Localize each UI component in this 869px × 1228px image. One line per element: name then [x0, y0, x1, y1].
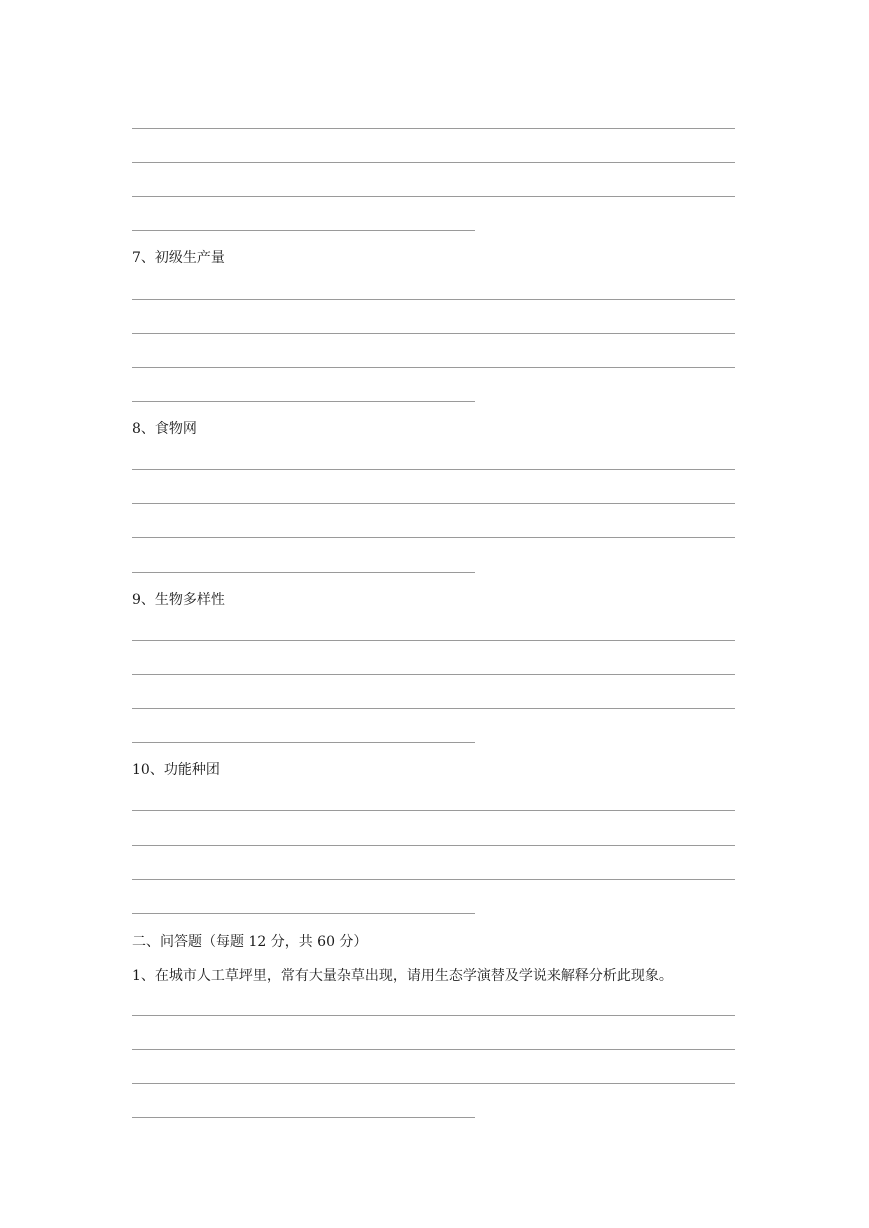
- answer-line: [132, 367, 735, 368]
- answer-line: [132, 1117, 475, 1118]
- answer-line: [132, 845, 735, 846]
- answer-line: [132, 879, 735, 880]
- essay-question-1: 1、在城市人工草坪里，常有大量杂草出现，请用生态学演替及学说来解释分析此现象。: [132, 968, 673, 984]
- answer-line: [132, 333, 735, 334]
- answer-line: [132, 162, 735, 163]
- answer-line: [132, 299, 735, 300]
- answer-line: [132, 708, 735, 709]
- answer-line: [132, 913, 475, 914]
- answer-line: [132, 503, 735, 504]
- question-7-heading: 7、初级生产量: [132, 250, 225, 266]
- answer-line: [132, 572, 475, 573]
- question-8-heading: 8、食物网: [132, 421, 197, 437]
- answer-line: [132, 230, 475, 231]
- answer-line: [132, 401, 475, 402]
- answer-line: [132, 1083, 735, 1084]
- answer-line: [132, 469, 735, 470]
- answer-line: [132, 128, 735, 129]
- answer-line: [132, 810, 735, 811]
- answer-line: [132, 537, 735, 538]
- answer-line: [132, 674, 735, 675]
- section-2-title: 二、问答题（每题 12 分，共 60 分）: [132, 934, 368, 950]
- question-9-heading: 9、生物多样性: [132, 592, 225, 608]
- answer-line: [132, 196, 735, 197]
- answer-line: [132, 742, 475, 743]
- answer-line: [132, 640, 735, 641]
- answer-line: [132, 1015, 735, 1016]
- answer-line: [132, 1049, 735, 1050]
- question-10-heading: 10、功能种团: [132, 762, 220, 778]
